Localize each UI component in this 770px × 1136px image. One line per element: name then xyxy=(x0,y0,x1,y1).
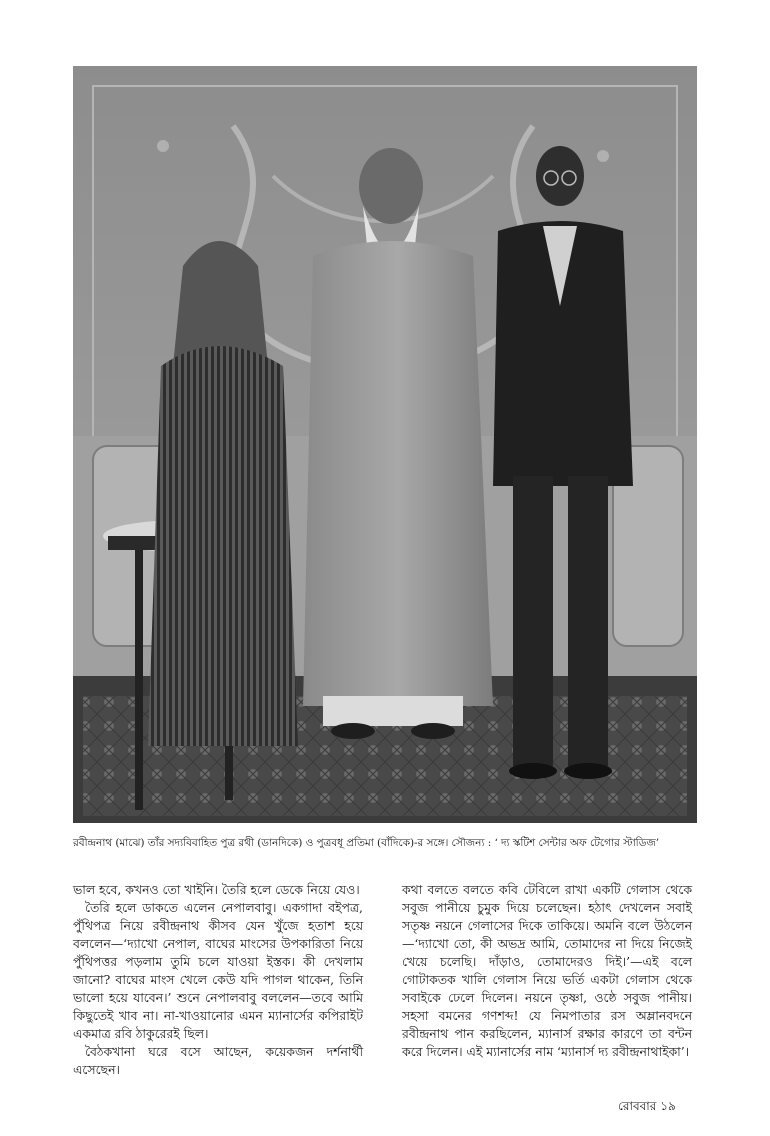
portrait-photo xyxy=(73,66,697,823)
page-footer: রোববার ১৯ xyxy=(618,1099,676,1113)
paragraph: ভাল হবে, কখনও তো খাইনি। তৈরি হলে ডেকে নিয়ে যেও। xyxy=(73,882,360,897)
paragraph: তৈরি হলে ডাকতে এলেন নেপালবাবু। একগাদা বইপত্র, পুঁথিপত্র নিয়ে রবীন্দ্রনাথ কীসব যেন খুঁজে হতাশ হয়ে বললেন—‘দ্যাখো নেপাল, বাঘের মাংসের উপকারিতা নিয়ে পুঁথিপত্তর পড়লাম তুমি চলে যাওয়া ইস্তক। কী দেখলাম জানো? বাঘের মাংস খেলে কেউ যদি পাগল থাকেন, তিনি ভালো হয়ে যাবেন।’ শুনে নেপালবাবু বললেন—তবে আমি কিছুতেই খাব না। না-খাওয়ানোর এমন ম্যানার্সের কপিরাইট একমাত্র রবি ঠাকুরেরই ছিল। xyxy=(73,900,363,1041)
paragraph: বৈঠকখানা ঘরে বসে আছেন, কয়েকজন দর্শনার্থী এসেছেন। xyxy=(73,1044,363,1077)
portrait-photo-illustration xyxy=(73,66,697,823)
article-column-right xyxy=(402,881,692,1061)
paragraph: কথা বলতে বলতে কবি টেবিলে রাখা একটি গেলাস থেকে সবুজ পানীয়ে চুমুক দিয়ে চলেছেন। হঠাৎ দেখলেন সবাই সতৃষ্ণ নয়নে গেলাসের দিকে তাকিয়ে। অমনি বলে উঠলেন—‘দ্যাখো তো, কী অভদ্র আমি, তোমাদের না দিয়ে নিজেই খেয়ে চলেছি। দাঁড়াও, তোমাদেরও দিই।’—এই বলে গোটাকতক খালি গেলাস নিয়ে ভর্তি একটা গেলাস থেকে সবাইকে ঢেলে দিলেন। নয়নে তৃষ্ণা, ওষ্ঠে সবুজ পানীয়। সহসা বমনের গণশব্দ! যে নিমপাতার রস অম্লানবদনে রবীন্দ্রনাথ পান করছিলেন, ম্যানার্স রক্ষার কারণে তা বন্টন করে দিলেন। এই ম্যানার্সের নাম ‘ম্যানার্স দ্য রবীন্দ্রনাথাইকা’। xyxy=(402,882,692,1059)
photo-caption: রবীন্দ্রনাথ (মাঝে) তাঁর সদ্যবিবাহিত পুত্র রথী (ডানদিকে) ও পুত্রবধূ প্রতিমা (বাঁদিকে)-র সঙ্গে। সৌজন্য : ‘ দ্য স্কটিশ সেন্টার অফ টেগোর স্টাডিজ’ xyxy=(73,837,660,849)
article-column-left xyxy=(73,881,363,1079)
